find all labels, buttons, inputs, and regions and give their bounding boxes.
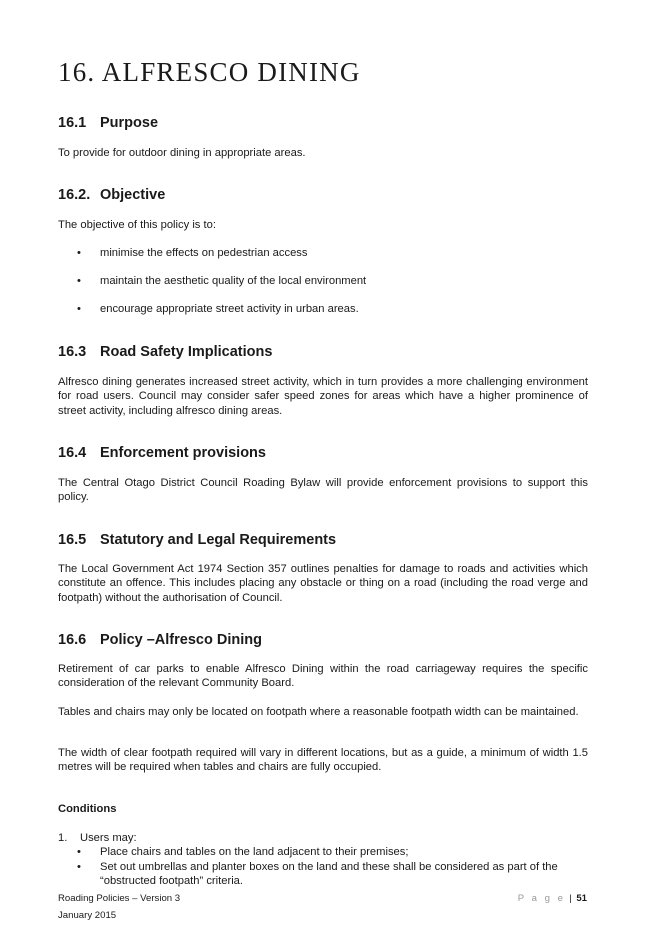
section-number: 16.1 — [58, 115, 87, 131]
section-heading-statutory — [58, 532, 336, 548]
section-heading-objective — [58, 187, 165, 203]
section-heading-enforcement — [58, 445, 266, 461]
page-title: 16. ALFRESCO DINING — [58, 57, 361, 87]
road-safety-text: Alfresco dining generates increased street activity, which in turn provides a more challenging environment for road users. Council may consider safer speed zones for areas which have a higher prominence of street activity, including alfresco dining areas. — [58, 376, 588, 417]
page-separator: | — [569, 893, 572, 904]
page-number: 51 — [576, 893, 587, 904]
policy-paragraph: The width of clear footpath required will vary in different locations, but as a guide, a minimum of width 1.5 metres will be required when tables and chairs are fully occupied. — [58, 747, 588, 774]
list-item: • encourage appropriate street activity in urban areas. — [77, 303, 359, 315]
section-title: Purpose — [100, 115, 159, 131]
list-item: • minimise the effects on pedestrian access — [77, 247, 308, 259]
enforcement-text: The Central Otago District Council Roading Bylaw will provide enforcement provisions to support this policy. — [58, 477, 588, 504]
section-number: 16.6 — [58, 632, 87, 648]
conditions-heading: Conditions — [58, 803, 117, 815]
page-word: P a g e — [517, 893, 566, 904]
section-title: Enforcement provisions — [100, 445, 266, 461]
bullet-icon: • — [77, 303, 81, 315]
bullet-icon: • — [77, 846, 81, 858]
section-title: Statutory and Legal Requirements — [100, 532, 337, 548]
numbered-item — [58, 831, 588, 845]
section-heading-policy — [58, 632, 262, 648]
statutory-text: The Local Government Act 1974 Section 357 outlines penalties for damage to roads and activities which constitute an offence. This includes placing any obstacle or thing on a road (including the road verge and footpath) without the authorisation of Council. — [58, 563, 588, 604]
section-heading-purpose — [58, 115, 158, 131]
page-number-label — [518, 893, 587, 904]
policy-paragraph: Retirement of car parks to enable Alfresco Dining within the road carriageway requires the specific consideration of the relevant Community Board. — [58, 663, 588, 690]
objective-intro: The objective of this policy is to: — [58, 219, 216, 231]
footer-date: January 2015 — [58, 910, 117, 921]
list-item: • Set out umbrellas and planter boxes on the land and these shall be considered as part of the “obstructed footpath” criteria. — [77, 861, 558, 888]
list-item: • Place chairs and tables on the land adjacent to their premises; — [77, 846, 409, 858]
footer-document-version: Roading Policies – Version 3 — [58, 893, 181, 904]
section-heading-road-safety — [58, 344, 272, 360]
section-title: Objective — [100, 187, 166, 203]
section-number: 16.4 — [58, 445, 87, 461]
item-text: Users may: — [80, 832, 137, 844]
section-number: 16.2. — [58, 187, 91, 203]
list-item: • maintain the aesthetic quality of the local environment — [77, 275, 367, 287]
purpose-text: To provide for outdoor dining in appropriate areas. — [58, 147, 306, 159]
section-title: Policy –Alfresco Dining — [100, 632, 262, 648]
bullet-icon: • — [77, 275, 81, 287]
section-title: Road Safety Implications — [100, 344, 273, 360]
bullet-icon: • — [77, 247, 81, 259]
policy-paragraph: Tables and chairs may only be located on footpath where a reasonable footpath width can be maintained. — [58, 706, 579, 718]
section-number: 16.3 — [58, 344, 87, 360]
section-number: 16.5 — [58, 532, 87, 548]
bullet-icon: • — [77, 861, 81, 873]
item-number: 1. — [58, 832, 68, 844]
